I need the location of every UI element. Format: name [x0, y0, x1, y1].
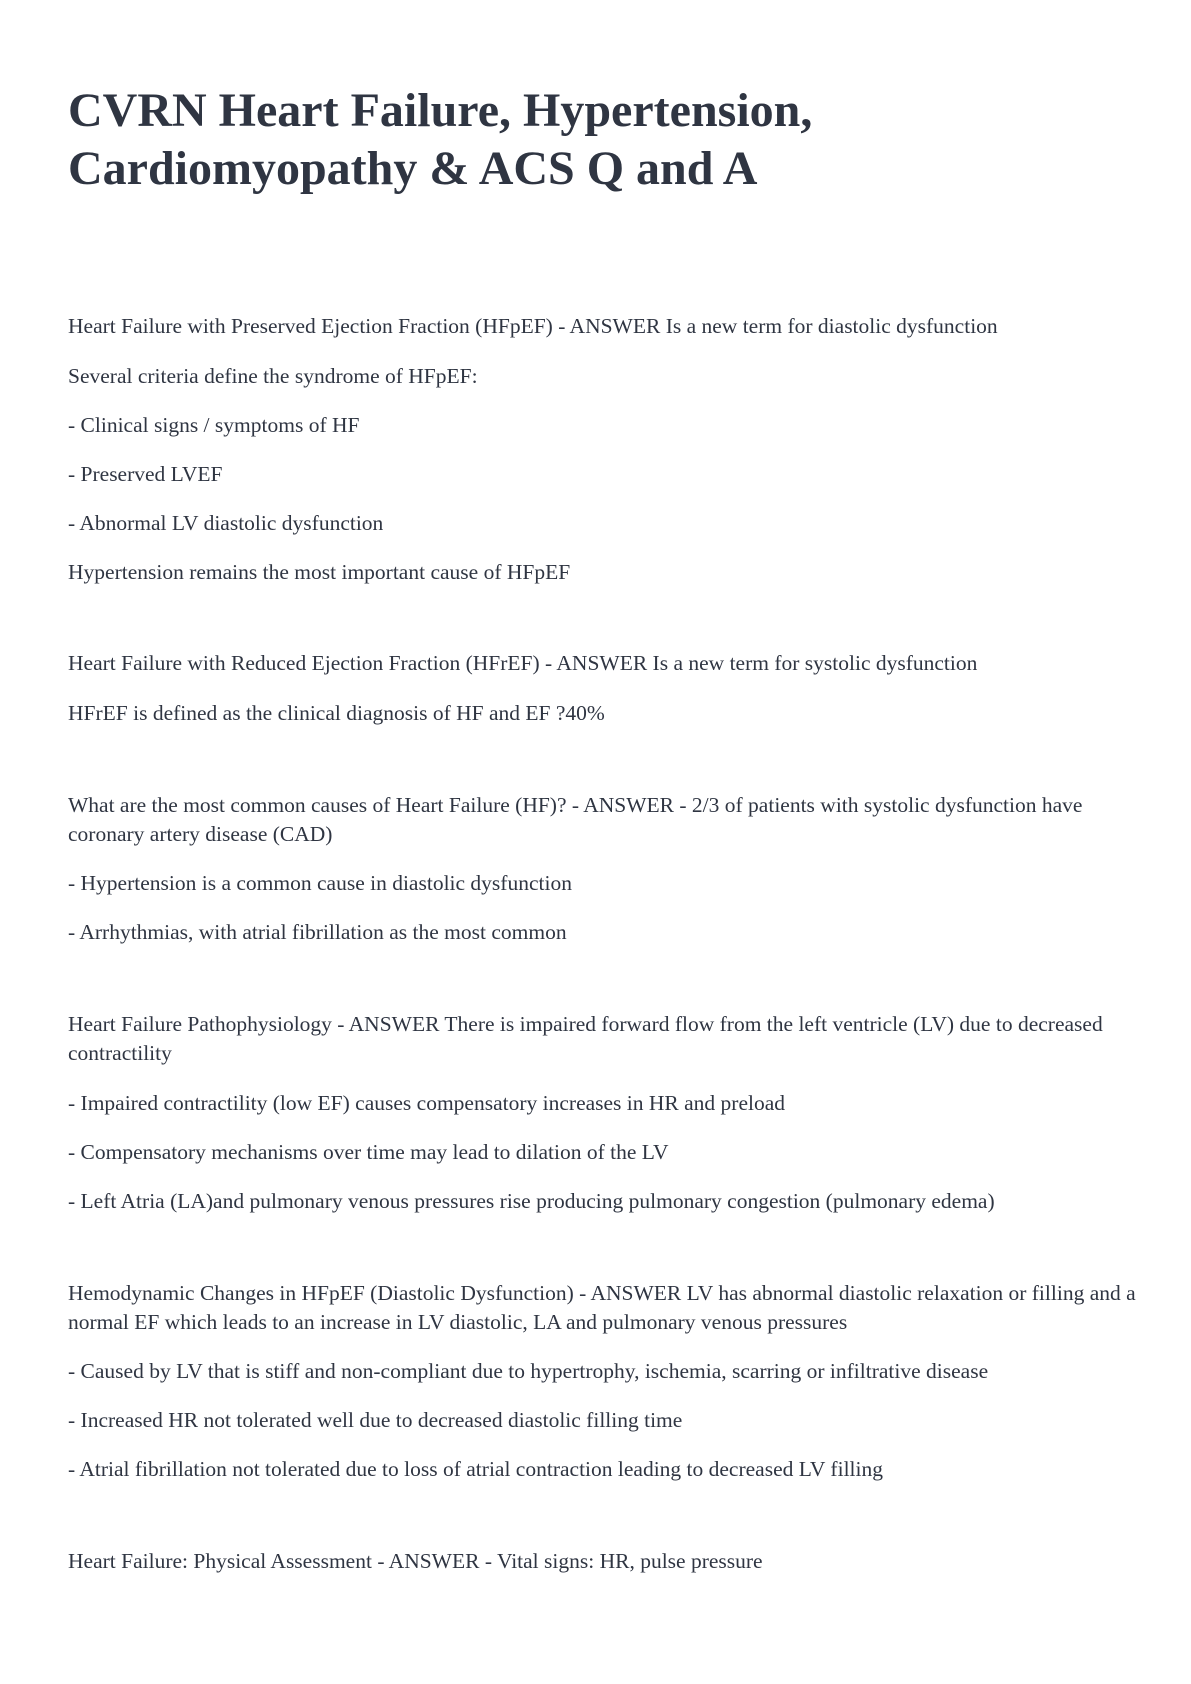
hfref-question: Heart Failure with Reduced Ejection Fraction (HFrEF) - ANSWER Is a new term for systolic dysfunction	[68, 651, 978, 675]
hfpef-criteria-item: - Preserved LVEF	[68, 462, 223, 486]
hf-causes-item: - Hypertension is a common cause in diastolic dysfunction	[68, 871, 572, 895]
hemodynamic-item: - Caused by LV that is stiff and non-compliant due to hypertrophy, ischemia, scarring or infiltrative disease	[68, 1359, 989, 1383]
hfpef-criteria-item: - Abnormal LV diastolic dysfunction	[68, 511, 384, 535]
hf-pathophysiology-item: - Impaired contractility (low EF) causes compensatory increases in HR and preload	[68, 1091, 786, 1115]
document-title: CVRN Heart Failure, Hypertension, Cardiomyopathy & ACS Q and A	[68, 84, 813, 195]
hf-pathophysiology-question: Heart Failure Pathophysiology - ANSWER There is impaired forward flow from the left ventricle (LV) due to decreased contractility	[68, 1012, 1103, 1065]
hf-causes-item: - Arrhythmias, with atrial fibrillation as the most common	[68, 920, 567, 944]
hemodynamic-item: - Increased HR not tolerated well due to decreased diastolic filling time	[68, 1408, 683, 1432]
hfpef-cause: Hypertension remains the most important cause of HFpEF	[68, 560, 571, 584]
hemodynamic-question: Hemodynamic Changes in HFpEF (Diastolic Dysfunction) - ANSWER LV has abnormal diastolic relaxation or filling and a normal EF which leads to an increase in LV diastolic, LA and pulmonary venous pressures	[68, 1281, 1136, 1334]
hf-pathophysiology-item: - Left Atria (LA)and pulmonary venous pressures rise producing pulmonary congestion (pulmonary edema)	[68, 1189, 995, 1213]
hfpef-criteria-item: - Clinical signs / symptoms of HF	[68, 413, 360, 437]
hfpef-question: Heart Failure with Preserved Ejection Fraction (HFpEF) - ANSWER Is a new term for diastolic dysfunction	[68, 314, 998, 338]
hfpef-criteria-intro: Several criteria define the syndrome of HFpEF:	[68, 364, 478, 388]
hemodynamic-item: - Atrial fibrillation not tolerated due to loss of atrial contraction leading to decreased LV filling	[68, 1457, 883, 1481]
hfref-definition: HFrEF is defined as the clinical diagnosis of HF and EF ?40%	[68, 701, 605, 725]
hf-pathophysiology-item: - Compensatory mechanisms over time may lead to dilation of the LV	[68, 1140, 669, 1164]
hf-causes-question: What are the most common causes of Heart Failure (HF)? - ANSWER - 2/3 of patients with systolic dysfunction have coronary artery disease (CAD)	[68, 793, 1083, 846]
physical-assessment-question: Heart Failure: Physical Assessment - ANSWER - Vital signs: HR, pulse pressure	[68, 1549, 763, 1573]
